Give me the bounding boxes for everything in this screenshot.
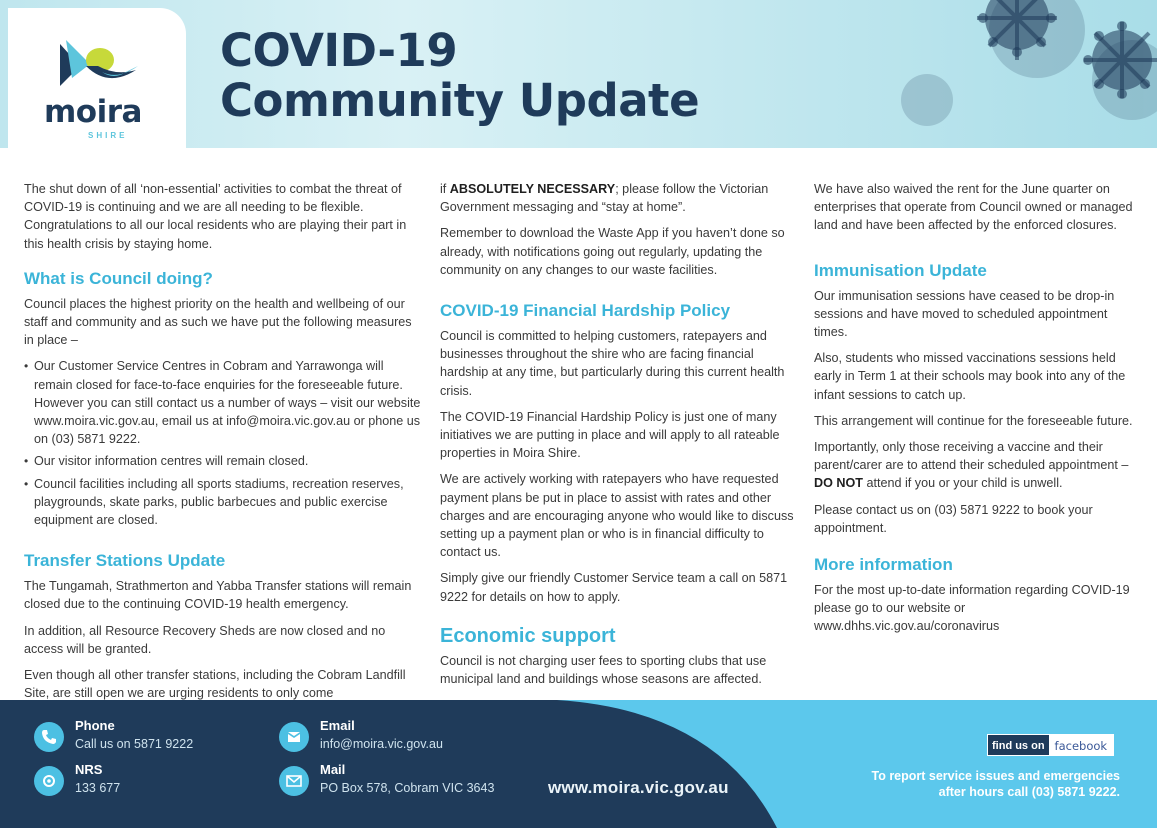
immunisation-paragraph-4 bbox=[814, 438, 1144, 493]
header-banner bbox=[0, 0, 1157, 148]
heading-economic-support: Economic support bbox=[440, 624, 616, 647]
column-2 bbox=[440, 180, 796, 696]
column-3 bbox=[814, 180, 1144, 644]
after-hours-notice bbox=[820, 768, 1120, 800]
report-line-1: To report service issues and emergencies bbox=[871, 769, 1120, 783]
nrs-value: 133 677 bbox=[75, 781, 121, 795]
immunisation-paragraph-2: Also, students who missed vaccinations sessions held early in Term 1 at their schools may book into any of the infant sessions to catch up. bbox=[814, 351, 1126, 402]
continued-paragraph bbox=[440, 180, 796, 216]
intro-paragraph: The shut down of all ‘non-essential’ activities to combat the threat of COVID-19 is continuing and we are all needing to be flexible. Congratulations to all our local residents who are playing their part in this health crisis by staying home. bbox=[24, 182, 407, 251]
mail-value: PO Box 578, Cobram VIC 3643 bbox=[320, 781, 495, 795]
immunisation-paragraph-5: Please contact us on (03) 5871 9222 to book your appointment. bbox=[814, 502, 1093, 535]
mail-label: Mail bbox=[320, 762, 346, 777]
phone-icon bbox=[34, 722, 64, 752]
email-label: Email bbox=[320, 718, 355, 733]
facebook-wordmark: facebook bbox=[1054, 739, 1108, 753]
logo-wordmark: moira bbox=[44, 94, 142, 130]
mail-icon bbox=[279, 766, 309, 796]
logo-panel bbox=[8, 8, 186, 148]
hardship-paragraph-2: The COVID-19 Financial Hardship Policy is just one of many initiatives we are putting in place and will apply to all rateable properties in Moira Shire. bbox=[440, 409, 780, 461]
hardship-paragraph-1: Council is committed to helping customers, ratepayers and businesses throughout the shire who are facing financial hardship at any time, but particularly during this current health crisis. bbox=[440, 329, 785, 398]
waste-app-paragraph: Remember to download the Waste App if you haven’t done so already, with notifications going out regularly, updating the community on any changes to our waste facilities. bbox=[440, 226, 785, 277]
moira-logo-icon bbox=[56, 36, 140, 94]
immun-post: attend if you or your child is unwell. bbox=[862, 476, 1063, 491]
column-1 bbox=[24, 180, 424, 710]
facebook-badge[interactable] bbox=[987, 734, 1114, 756]
immunisation-paragraph-3: This arrangement will continue for the foreseeable future. bbox=[814, 413, 1133, 428]
facebook-find-label: find us on bbox=[988, 735, 1049, 755]
heading-immunisation: Immunisation Update bbox=[814, 260, 987, 280]
list-item: • Council facilities including all sports stadiums, recreation reserves, playgrounds, skate parks, public barbecues and public exercise equipment are closed. bbox=[24, 475, 424, 530]
continued-bold: ABSOLUTELY NECESSARY bbox=[449, 182, 616, 196]
economic-paragraph: Council is not charging user fees to sporting clubs that use municipal land and buildings whose seasons are affected. bbox=[440, 653, 767, 687]
council-measures-list bbox=[24, 357, 424, 529]
website-link[interactable]: www.moira.vic.gov.au bbox=[548, 778, 729, 797]
list-item: • Our Customer Service Centres in Cobram and Yarrawonga will remain closed for face-to-face enquiries for the foreseeable future. However you can still contact us a number of ways – visit our website www.moira.vic.gov.au, email us at info@moira.vic.gov.au or phone us on (03) 5871 9222. bbox=[24, 357, 424, 448]
continued-post: ; please follow the Victorian Government messaging and “stay at home”. bbox=[440, 182, 769, 215]
footer-accent-shape bbox=[557, 700, 1157, 828]
nrs-label: NRS bbox=[75, 762, 103, 777]
phone-label: Phone bbox=[75, 718, 115, 733]
continued-pre: if bbox=[440, 182, 450, 196]
transfer-paragraph-1: The Tungamah, Strathmerton and Yabba Transfer stations will remain closed due to the continuing COVID-19 health emergency. bbox=[24, 579, 412, 612]
logo-subtitle: SHIRE bbox=[88, 131, 128, 140]
hardship-paragraph-4: Simply give our friendly Customer Service team a call on 5871 9222 for details on how to apply. bbox=[440, 571, 788, 604]
immunisation-paragraph-1: Our immunisation sessions have ceased to be drop-in sessions and have moved to scheduled appointment times. bbox=[814, 288, 1115, 340]
heading-council-doing: What is Council doing? bbox=[24, 268, 213, 288]
report-line-2: after hours call (03) 5871 9222. bbox=[938, 785, 1120, 799]
immun-bold: DO NOT bbox=[814, 476, 863, 491]
immun-pre: Importantly, only those receiving a vaccine and their parent/carer are to attend their scheduled appointment – bbox=[814, 440, 1129, 473]
heading-transfer-stations: Transfer Stations Update bbox=[24, 551, 226, 571]
email-icon bbox=[279, 722, 309, 752]
page-title bbox=[220, 26, 699, 126]
transfer-paragraph-2: In addition, all Resource Recovery Sheds are now closed and no access will be granted. bbox=[24, 623, 386, 656]
heading-financial-hardship: COVID-19 Financial Hardship Policy bbox=[440, 301, 731, 321]
list-item: • Our visitor information centres will remain closed. bbox=[24, 452, 424, 470]
phone-value: Call us on 5871 9222 bbox=[75, 737, 194, 751]
hardship-paragraph-3: We are actively working with ratepayers who have requested payment plans be put in place to assist with rates and other charges and are encouraging anyone who would like to discuss setting up a payment plan or who is in financial difficulty to contact us. bbox=[440, 472, 794, 560]
virus-icon bbox=[737, 0, 1157, 148]
nrs-icon bbox=[34, 766, 64, 796]
title-line-1: COVID-19 bbox=[220, 24, 458, 77]
more-info-paragraph: For the most up-to-date information regarding COVID-19 please go to our website or www.dhhs.vic.gov.au/coronavirus bbox=[814, 583, 1130, 634]
heading-more-information: More information bbox=[814, 555, 953, 575]
email-value: info@moira.vic.gov.au bbox=[320, 737, 443, 751]
title-line-2: Community Update bbox=[220, 74, 700, 127]
footer bbox=[0, 700, 1157, 828]
council-paragraph: Council places the highest priority on the health and wellbeing of our staff and community and as such we have put the following measures in place – bbox=[24, 296, 412, 348]
rent-paragraph: We have also waived the rent for the June quarter on enterprises that operate from Council owned or managed land and have been affected by the enforced closures. bbox=[814, 182, 1133, 233]
transfer-paragraph-3: Even though all other transfer stations, including the Cobram Landfill Site, are still open we are urging residents to only come bbox=[24, 668, 406, 701]
